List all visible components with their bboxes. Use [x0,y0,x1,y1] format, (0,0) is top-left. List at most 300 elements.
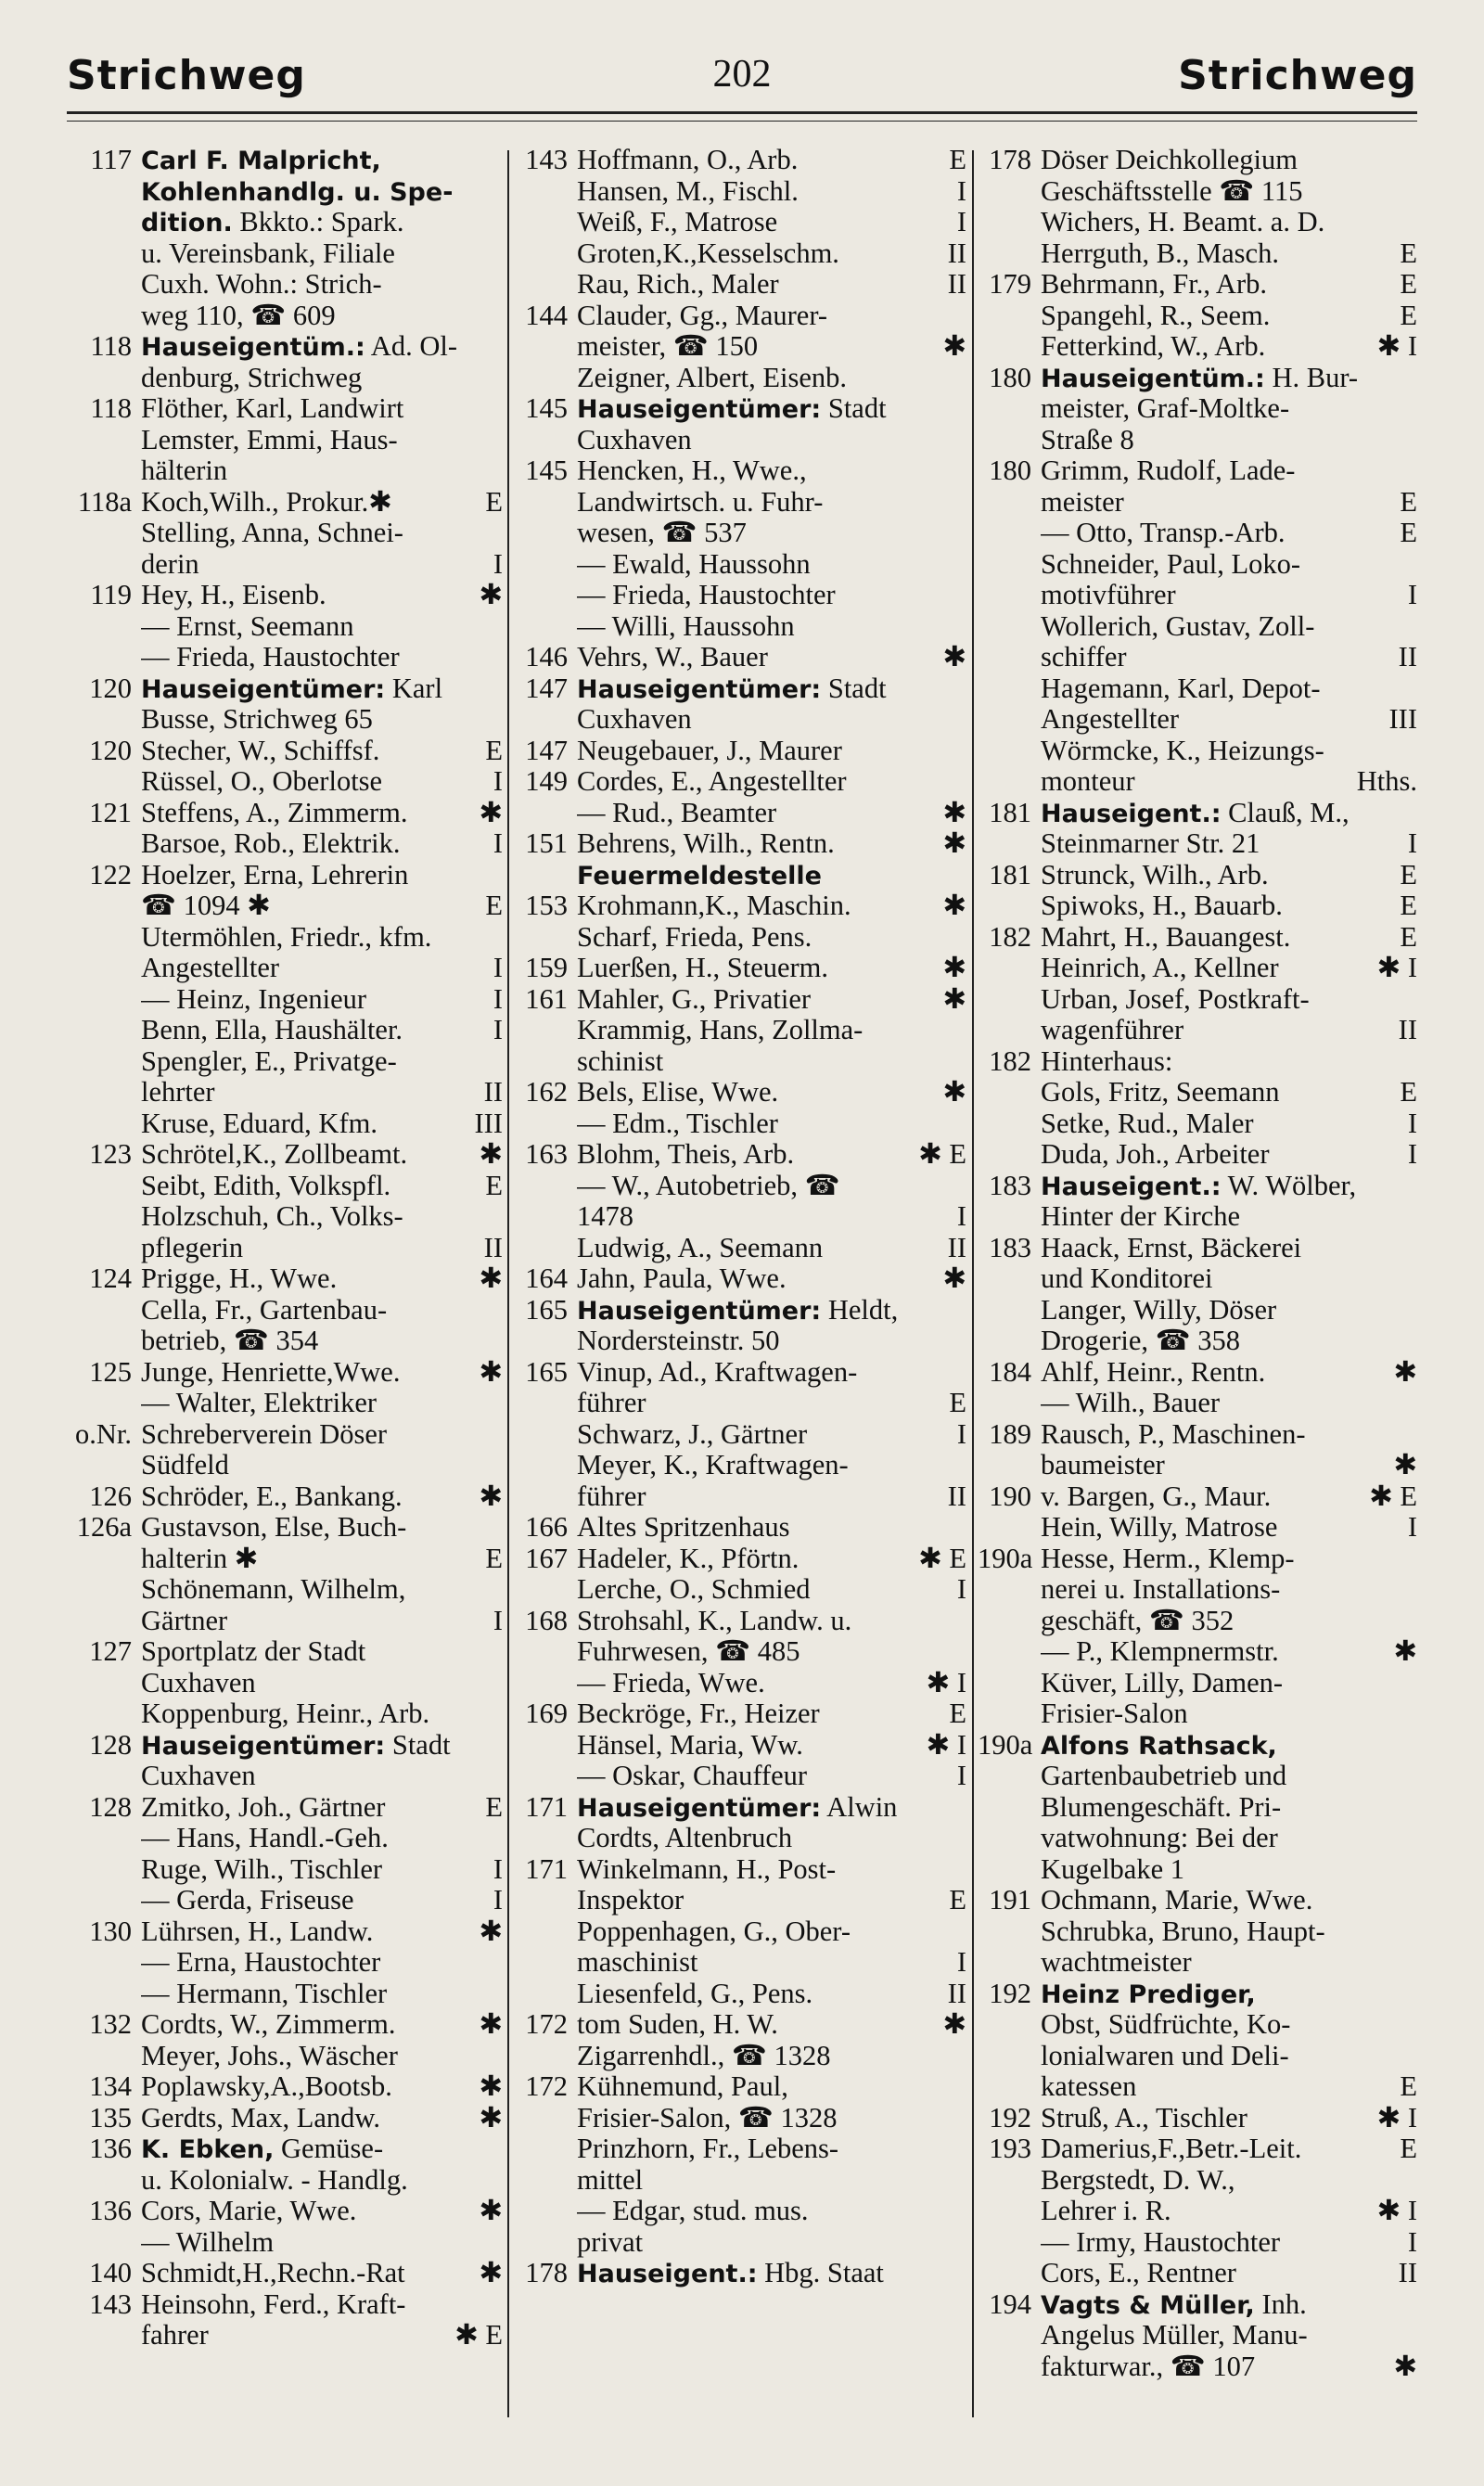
entry-text: betrieb, ☎ 354 [141,1326,319,1356]
directory-line [512,549,966,581]
house-number: 126 [89,1480,132,1512]
directory-line [978,1823,1417,1854]
directory-line [978,2320,1417,2351]
entry-text: Scharf, Frieda, Pens. [577,921,812,953]
directory-line [67,891,503,922]
directory-line [512,922,966,954]
directory-line [67,331,503,363]
floor-marker: ✱ [479,1480,503,1512]
entry-text: Frisier-Salon [1041,1698,1188,1729]
directory-line [512,704,966,736]
house-number: 120 [89,735,132,766]
directory-line [978,766,1417,798]
page-number: 202 [712,53,772,96]
directory-line [67,145,503,176]
floor-marker: III [474,1108,503,1139]
header-street-right: Strichweg [1178,52,1417,99]
directory-line [512,425,966,456]
house-number: 184 [989,1356,1031,1388]
directory-line [67,1077,503,1108]
entry-text: Poplawsky,A.,Bootsb. [141,2071,392,2102]
directory-line [978,1171,1417,1202]
floor-marker: ✱ E [918,1543,966,1574]
directory-line [67,798,503,829]
directory-line [978,455,1417,487]
house-number: 193 [989,2134,1031,2164]
entry-text: Bergstedt, D. W., [1041,2164,1235,2196]
entry-text: Hauseigentümer: Heldt, [577,1294,899,1326]
directory-line [512,953,966,984]
floor-marker: ✱ E [918,1139,966,1170]
entry-text: — Ewald, Haussohn [577,548,811,580]
entry-text: nerei u. Installations- [1041,1574,1281,1605]
floor-marker: ✱ I [926,1729,966,1761]
directory-line [67,1233,503,1264]
entry-text: — P., Klempnermstr. [1041,1636,1279,1667]
entry-text: führer [577,1388,646,1418]
entry-text: — W., Autobetrieb, ☎ [577,1170,840,1201]
directory-line [978,363,1417,394]
floor-marker: ✱ [479,580,503,610]
entry-text: Mahrt, H., Bauangest. [1041,921,1291,953]
directory-line [67,1357,503,1389]
entry-text: Urban, Josef, Postkraft- [1041,983,1310,1015]
directory-line [512,1574,966,1606]
directory-line [512,238,966,270]
floor-marker: E [1400,921,1417,953]
entry-text: — Irmy, Haustochter [1041,2226,1281,2258]
directory-line [512,487,966,519]
floor-marker: E [1400,300,1417,331]
directory-line [512,2009,966,2041]
entry-text: Koppenburg, Heinr., Arb. [141,1698,430,1729]
entry-text: Groten,K.,Kesselschm. [577,237,839,269]
entry-text: weg 110, ☎ 609 [141,300,336,331]
directory-line [512,1046,966,1078]
directory-line [67,860,503,891]
directory-line [978,1233,1417,1264]
directory-line [978,1201,1417,1233]
directory-line [512,1668,966,1699]
directory-line [978,1636,1417,1668]
entry-text: denburg, Strichweg [141,362,363,393]
house-number: 171 [525,1791,568,1823]
entry-text: meister, ☎ 150 [577,331,759,362]
directory-line [512,1295,966,1326]
header-rule-thin [67,121,1417,122]
house-number: 171 [525,1853,568,1885]
entry-text: Cordts, Altenbruch [577,1823,793,1853]
house-number: 130 [89,1916,132,1947]
directory-line [67,518,503,549]
directory-line [978,425,1417,456]
floor-marker: ✱ [942,2009,966,2040]
entry-text: Koch,Wilh., Prokur.✱ [141,486,392,518]
floor-marker: ✱ [479,1139,503,1170]
directory-line [512,1979,966,2010]
floor-marker: II [1398,642,1417,673]
house-number: 147 [525,673,568,704]
directory-line [67,393,503,425]
entry-text: — Oskar, Chauffeur [577,1761,808,1791]
entry-text: Hauseigentüm.: Ad. Ol- [141,331,457,362]
floor-marker: ✱ [479,2102,503,2134]
floor-marker: ✱ [942,331,966,362]
entry-text: — Hans, Handl.-Geh. [141,1823,389,1853]
floor-marker: E [485,1170,503,1201]
directory-line [978,1108,1417,1140]
entry-text: Flöther, Karl, Landwirt [141,393,404,424]
entry-text: Zeigner, Albert, Eisenb. [577,362,847,393]
directory-line [67,1512,503,1544]
directory-line [67,984,503,1016]
entry-text: Schreberverein Döser [141,1418,388,1450]
directory-line [978,891,1417,922]
entry-text: Hencken, H., Wwe., [577,455,807,486]
directory-line [512,145,966,176]
directory-line [978,798,1417,829]
house-number: 169 [525,1698,568,1729]
directory-line [512,455,966,487]
entry-text: Gartenbaubetrieb und [1041,1761,1287,1791]
directory-line [978,549,1417,581]
entry-text: v. Bargen, G., Maur. [1041,1480,1272,1512]
house-number: 121 [89,797,132,828]
house-number: 118a [77,486,132,518]
floor-marker: ✱ [942,891,966,921]
entry-text: — Ernst, Seemann [141,610,354,642]
entry-text: meister, Graf-Moltke- [1041,393,1290,424]
directory-line [978,269,1417,301]
floor-marker: ✱ [1393,2351,1417,2382]
directory-line [978,1916,1417,1948]
directory-line [67,1979,503,2010]
directory-line [978,1139,1417,1171]
house-number: 191 [989,1885,1031,1916]
directory-line [512,2227,966,2259]
entry-text: Kühnemund, Paul, [577,2071,788,2102]
entry-text: Geschäftsstelle ☎ 115 [1041,175,1303,207]
entry-text: — Edm., Tischler [577,1108,778,1139]
entry-text: Herrguth, B., Masch. [1041,237,1279,269]
floor-marker: I [493,1853,503,1885]
directory-line [67,2258,503,2289]
entry-text: schinist [577,1045,664,1077]
directory-line [978,1326,1417,1357]
directory-line [978,1947,1417,1979]
entry-text: Mahler, G., Privatier [577,983,812,1015]
entry-text: pflegerin [141,1232,244,1263]
directory-line [978,2103,1417,2134]
column-divider [972,150,974,2417]
entry-text: Cors, Marie, Wwe. [141,2196,357,2226]
entry-text: Strunck, Wilh., Arb. [1041,859,1269,891]
entry-text: und Konditorei [1041,1263,1213,1294]
entry-text: — Willi, Haussohn [577,610,795,642]
entry-text: Straße 8 [1041,424,1134,455]
floor-marker: I [956,1947,966,1978]
directory-line [67,828,503,860]
floor-marker: II [483,1232,503,1263]
entry-text: Hauseigent.: W. Wölber, [1041,1170,1357,1201]
directory-line [67,2134,503,2165]
page-header [67,45,1417,109]
entry-text: baumeister [1041,1450,1165,1480]
floor-marker: ✱ E [1369,1480,1417,1512]
entry-text: Wichers, H. Beamt. a. D. [1041,207,1325,237]
directory-line [512,518,966,549]
directory-line [978,2351,1417,2383]
directory-line [67,2320,503,2351]
house-number: 127 [89,1636,132,1667]
entry-text: Seibt, Edith, Volkspfl. [141,1170,391,1201]
floor-marker: E [949,1388,966,1418]
entry-text: Hauseigentümer: Stadt [577,673,887,704]
floor-marker: ✱ [479,1916,503,1947]
floor-marker: E [1400,859,1417,891]
entry-text: wagenführer [1041,1015,1184,1045]
directory-line [67,1823,503,1854]
directory-line [978,704,1417,736]
directory-line [512,331,966,363]
entry-text: Liesenfeld, G., Pens. [577,1978,813,2009]
directory-line [67,1481,503,1513]
directory-line [978,301,1417,332]
floor-marker: E [1400,1077,1417,1108]
entry-text: — Erna, Haustochter [141,1947,381,1978]
directory-line [978,207,1417,238]
directory-line [978,953,1417,984]
directory-line [512,2103,966,2134]
entry-text: Gerdts, Max, Landw. [141,2102,381,2134]
directory-line [512,1481,966,1513]
entry-text: Vagts & Müller, Inh. [1041,2288,1307,2320]
entry-text: Grimm, Rudolf, Lade- [1041,455,1296,486]
directory-line [67,1201,503,1233]
entry-text: Döser Deichkollegium [1041,145,1298,175]
house-number: 162 [525,1077,568,1108]
entry-text: — Frieda, Haustochter [577,580,836,610]
entry-text: — Heinz, Ingenieur [141,983,367,1015]
entry-text: wesen, ☎ 537 [577,518,747,548]
entry-text: Holzschuh, Ch., Volks- [141,1201,403,1232]
floor-marker: I [493,983,503,1015]
directory-line [512,269,966,301]
entry-text: — Gerda, Friseuse [141,1885,354,1916]
floor-marker: II [947,269,966,300]
directory-line [512,2258,966,2289]
house-number: 168 [525,1605,568,1636]
directory-line [67,766,503,798]
directory-line [978,1574,1417,1606]
directory-line [512,1388,966,1419]
floor-marker: ✱ [942,953,966,983]
directory-line [978,736,1417,767]
entry-text: u. Kolonialw. - Handlg. [141,2164,408,2196]
floor-marker: ✱ [479,2009,503,2040]
entry-text: wachtmeister [1041,1947,1192,1978]
entry-text: Obst, Südfrüchte, Ko- [1041,2009,1291,2040]
directory-line [978,1450,1417,1481]
entry-text: Angelus Müller, Manu- [1041,2320,1308,2351]
floor-marker: II [1398,1015,1417,1045]
entry-text: Rausch, P., Maschinen- [1041,1418,1306,1450]
entry-text: Schneider, Paul, Loko- [1041,548,1300,580]
entry-text: Spengler, E., Privatge- [141,1045,397,1077]
entry-text: Blumengeschäft. Pri- [1041,1791,1282,1823]
directory-line [67,1295,503,1326]
floor-marker: I [956,1574,966,1605]
directory-line [512,1512,966,1544]
house-number: 143 [525,145,568,175]
house-number: 134 [89,2071,132,2102]
entry-text: Lührsen, H., Landw. [141,1916,374,1947]
entry-text: Frisier-Salon, ☎ 1328 [577,2102,838,2134]
directory-line [512,1544,966,1575]
directory-line [67,2289,503,2321]
directory-line [512,611,966,643]
house-number: 178 [525,2258,568,2288]
directory-line [978,1761,1417,1792]
floor-marker: E [1400,518,1417,548]
house-number: 166 [525,1512,568,1543]
floor-marker: I [493,1015,503,1045]
directory-line [67,1574,503,1606]
floor-marker: I [1407,580,1417,610]
entry-text: Hoelzer, Erna, Lehrerin [141,859,409,891]
floor-marker: E [485,486,503,518]
directory-line [67,1139,503,1171]
directory-line [512,1854,966,1886]
floor-marker: ✱ I [1376,331,1417,362]
entry-text: Schrubka, Bruno, Haupt- [1041,1916,1325,1947]
entry-text: monteur [1041,766,1135,797]
directory-line [67,238,503,270]
directory-line [978,611,1417,643]
floor-marker: ✱ [479,1263,503,1294]
directory-line [978,922,1417,954]
floor-marker: ✱ [1393,1356,1417,1388]
entry-text: Poppenhagen, G., Ober- [577,1916,851,1947]
floor-marker: II [947,237,966,269]
floor-marker: ✱ [942,797,966,828]
entry-text: Junge, Henriette,Wwe. [141,1356,401,1388]
house-number: 190 [989,1480,1031,1512]
entry-text: Ochmann, Marie, Wwe. [1041,1885,1313,1916]
directory-line [978,860,1417,891]
house-number: 192 [989,2102,1031,2134]
entry-text: lehrter [141,1077,215,1108]
directory-line [512,1947,966,1979]
directory-line [512,1450,966,1481]
directory-line [67,487,503,519]
entry-text: Setke, Rud., Maler [1041,1108,1254,1139]
house-number: 144 [525,300,568,331]
floor-marker: ✱ E [454,2320,503,2351]
entry-text: geschäft, ☎ 352 [1041,1605,1235,1636]
directory-line [67,922,503,954]
directory-line [512,642,966,673]
house-number: 140 [89,2258,132,2288]
house-number: 135 [89,2102,132,2134]
entry-text: Schmidt,H.,Rechn.-Rat [141,2258,405,2288]
header-street-left: Strichweg [67,52,306,99]
directory-line [67,455,503,487]
entry-text: derin [141,548,199,580]
entry-text: Hauseigentümer: Stadt [141,1729,451,1761]
directory-line [67,953,503,984]
directory-line [978,1854,1417,1886]
directory-line [978,2196,1417,2227]
house-number: 194 [989,2288,1031,2320]
directory-line [67,1326,503,1357]
directory-line [67,1544,503,1575]
house-number: 167 [525,1543,568,1574]
floor-marker: ✱ [942,642,966,673]
directory-line [512,736,966,767]
directory-line [67,1606,503,1637]
floor-marker: E [1400,486,1417,518]
entry-text: Sportplatz der Stadt [141,1636,366,1667]
entry-text: Krammig, Hans, Zollma- [577,1015,864,1045]
directory-line [67,1388,503,1419]
directory-line [512,363,966,394]
entry-text: Hey, H., Eisenb. [141,580,326,610]
entry-text: Spiwoks, H., Bauarb. [1041,891,1283,921]
floor-marker: I [956,1201,966,1232]
directory-line [978,1015,1417,1046]
entry-text: Ruge, Wilh., Tischler [141,1853,383,1885]
directory-line [67,1419,503,1451]
directory-line [67,1885,503,1916]
entry-text: ☎ 1094 ✱ [141,891,271,921]
entry-text: Feuermeldestelle [577,861,822,891]
directory-line [512,1636,966,1668]
entry-text: Lehrer i. R. [1041,2196,1171,2226]
entry-text: Hinter der Kirche [1041,1201,1241,1232]
house-number: 161 [525,983,568,1015]
floor-marker: I [1407,1512,1417,1543]
floor-marker: ✱ [942,1263,966,1294]
directory-line [512,1015,966,1046]
entry-text: Hauseigentümer: Alwin [577,1791,898,1823]
house-number: 165 [525,1294,568,1326]
entry-text: Cordts, W., Zimmerm. [141,2009,396,2040]
directory-line [978,580,1417,611]
column-divider [507,150,509,2417]
directory-line [978,1544,1417,1575]
entry-text: hälterin [141,455,228,486]
entry-text: Strohsahl, K., Landw. u. [577,1605,852,1636]
floor-marker: II [947,1480,966,1512]
house-number: 164 [525,1263,568,1294]
entry-text: Zmitko, Joh., Gärtner [141,1791,386,1823]
entry-text: Gols, Fritz, Seemann [1041,1077,1280,1108]
floor-marker: ✱ [942,828,966,859]
floor-marker: I [1407,1139,1417,1170]
entry-text: Cuxhaven [577,704,692,735]
directory-line [67,1668,503,1699]
entry-text: Langer, Willy, Döser [1041,1294,1277,1326]
entry-text: Duda, Joh., Arbeiter [1041,1139,1270,1170]
directory-line [67,1263,503,1295]
entry-text: tom Suden, H. W. [577,2009,778,2040]
entry-text: Damerius,F.,Betr.-Leit. [1041,2134,1302,2164]
column-left [67,145,503,2464]
entry-text: Cella, Fr., Gartenbau- [141,1294,388,1326]
entry-text: Hauseigentüm.: H. Bur- [1041,362,1359,393]
house-number: 120 [89,673,132,704]
